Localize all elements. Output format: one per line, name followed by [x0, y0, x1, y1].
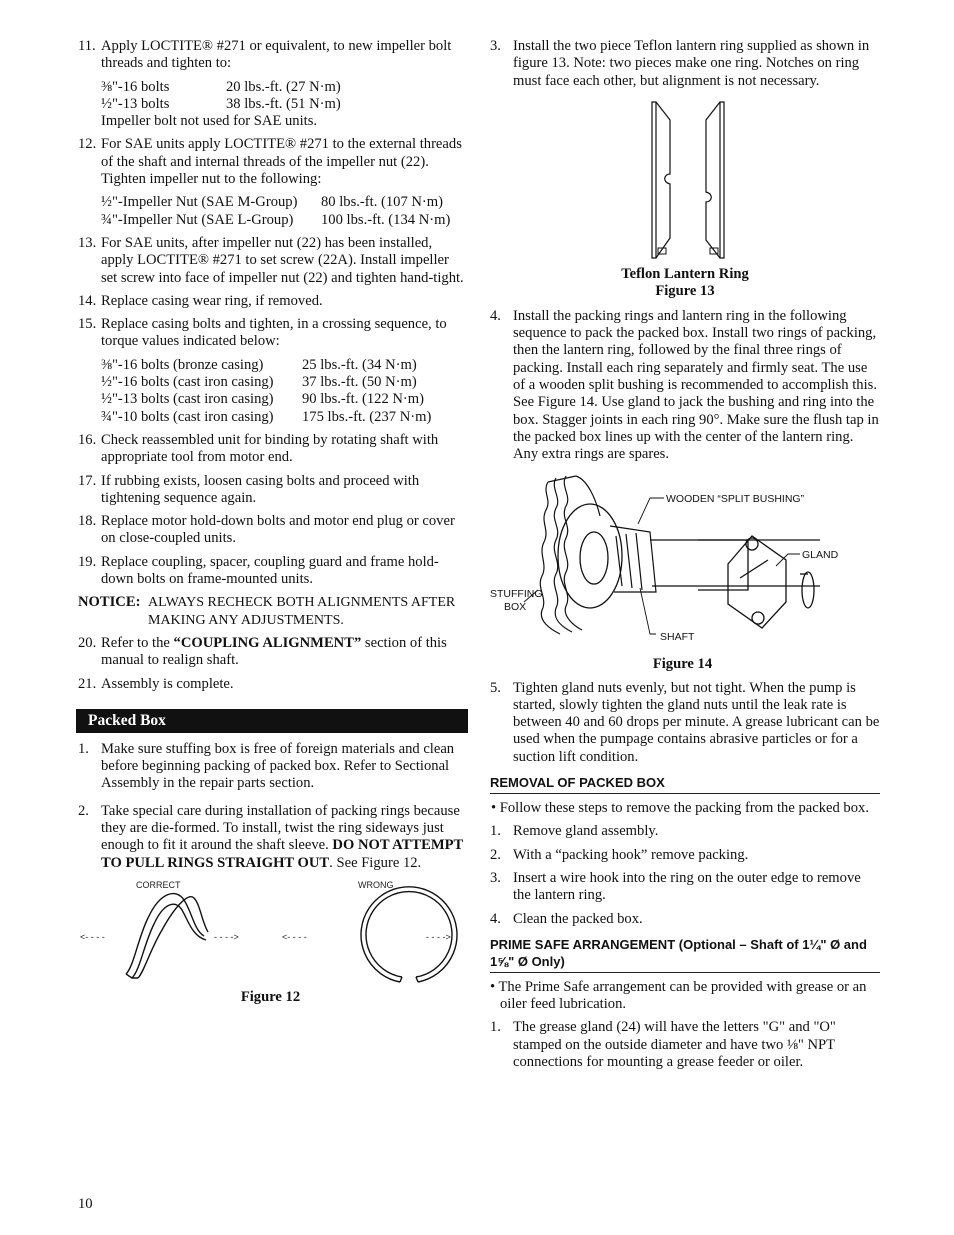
step-text: Apply LOCTITE® #271 or equivalent, to new impeller bolt threads and tighten to: [101, 38, 452, 72]
label-gland: GLAND [802, 548, 839, 561]
figure-14-caption: Figure 14 [652, 655, 713, 672]
step-text: Replace casing wear ring, if removed. [101, 292, 323, 309]
wrong-label: WRONG [358, 879, 394, 890]
step-text: The grease gland (24) will have the letters "G" and "O" stamped on the outside diameter and have two ⅛" NPT connections for mounting a grease feeder or oiler. [513, 1019, 836, 1071]
step-text: Tighten gland nuts evenly, but not tight. When the pump is started, slowly tighten the gland nuts until the leak rate is between 40 and 60 drops per minute. A grease lubricant can be used when the pumpage contains abrasive particles or for a suction lift condition. [513, 679, 880, 765]
step-text [101, 635, 468, 670]
arrow-left-wrong-icon: <- - - - [282, 931, 307, 942]
label-box: BOX [504, 600, 527, 613]
text-run: . See Figure 12. [329, 854, 422, 871]
step-number: 11. [78, 38, 96, 54]
step-text: Insert a wire hook into the ring on the outer edge to remove the lantern ring. [513, 869, 861, 904]
stuffing-box-icon [540, 476, 600, 634]
warning-text: DO NOT ATTEMPT TO PULL RINGS STRAIGHT OUT [101, 837, 463, 871]
torque-value: 25 lbs.-ft. (34 N·m) [302, 356, 417, 373]
step-text: Remove gland assembly. [513, 823, 659, 840]
notice-box [78, 594, 468, 629]
step-text: Replace coupling, spacer, coupling guard and frame hold-down bolts on frame-mounted units. [101, 553, 439, 588]
bolt-size: ⅜"-16 bolts [101, 78, 170, 95]
removal-heading: REMOVAL OF PACKED BOX [490, 774, 880, 794]
left-column [78, 38, 468, 1008]
step-note: Impeller bolt not used for SAE units. [101, 113, 318, 130]
step-number: 2. [78, 802, 89, 819]
removal-step [490, 870, 880, 905]
step-number: 12. [78, 136, 97, 153]
packed-step-4 [490, 308, 880, 464]
packing-installation-drawing [490, 470, 880, 652]
torque-value: 175 lbs.-ft. (237 N·m) [302, 408, 432, 425]
arrow-right-wrong-icon: - - - -> [426, 931, 451, 942]
torque-value: 38 lbs.-ft. (51 N·m) [226, 95, 341, 112]
prime-step-1 [490, 1019, 880, 1071]
bolt-size: ½"-13 bolts (cast iron casing) [101, 391, 274, 408]
step-12 [78, 136, 468, 228]
step-number: 13. [78, 234, 97, 251]
prime-bullet [490, 979, 880, 1014]
notice-text: ALWAYS RECHECK BOTH ALIGNMENTS AFTER MAKING ANY ADJUSTMENTS. [148, 595, 456, 628]
step-14 [78, 293, 468, 310]
step-number: 15. [78, 316, 97, 333]
packed-step-3 [490, 38, 880, 90]
step-number: 3. [490, 869, 501, 886]
label-shaft: SHAFT [660, 630, 695, 643]
figure-13-title: Teflon Lantern Ring [621, 265, 749, 282]
page-number: 10 [78, 1196, 93, 1212]
step-text: For SAE units, after impeller nut (22) has been installed, apply LOCTITE® #271 to set screw (22A). Install impeller set screw into face of impeller nut (22) and tighten hand-tight. [101, 234, 464, 286]
step-text: For SAE units apply LOCTITE® #271 to the external threads of the shaft and internal threads of the impeller nut (22). Tighten impeller nut to the following: [101, 136, 462, 188]
section-reference: “COUPLING ALIGNMENT” [173, 634, 362, 651]
step-number: 2. [490, 846, 501, 863]
step-number: 5. [490, 679, 501, 696]
packed-step-5 [490, 680, 880, 766]
bullet-text: • Follow these steps to remove the packing from the packed box. [491, 800, 869, 817]
step-number: 1. [78, 740, 89, 757]
figure-12 [78, 878, 468, 1008]
bullet-text: • The Prime Safe arrangement can be provided with grease or an oiler feed lubrication. [490, 978, 867, 1013]
step-number: 21. [78, 675, 97, 692]
step-text: Assembly is complete. [101, 675, 234, 692]
step-18 [78, 513, 468, 548]
bolt-size: ⅜"-16 bolts (bronze casing) [101, 356, 264, 373]
bolt-size: ½"-13 bolts [101, 95, 170, 112]
torque-value: 37 lbs.-ft. (50 N·m) [302, 374, 417, 391]
step-number: 14. [78, 292, 97, 309]
figure-13-caption: Figure 13 [655, 282, 715, 299]
arrow-left-correct-icon: <- - - - [80, 931, 105, 942]
torque-table [101, 79, 468, 114]
label-split-bushing: WOODEN “SPLIT BUSHING” [666, 492, 805, 505]
gland-icon [698, 536, 786, 628]
pointer-line-icon [640, 588, 656, 634]
right-column [490, 38, 880, 1077]
torque-value: 20 lbs.-ft. (27 N·m) [226, 78, 341, 95]
lantern-ring-drawing [490, 98, 880, 266]
nut-size: ¾"-Impeller Nut (SAE L-Group) [101, 211, 294, 228]
packed-step-2 [78, 803, 468, 872]
step-number: 4. [490, 307, 501, 324]
step-text: With a “packing hook” remove packing. [513, 846, 749, 863]
step-text: Clean the packed box. [513, 910, 643, 927]
step-text: Install the two piece Teflon lantern ring supplied as shown in figure 13. Note: two pieces make one ring. Notches on ring must face each other, but alignment is not necessary. [513, 38, 870, 89]
step-number: 19. [78, 553, 97, 570]
step-11 [78, 38, 468, 130]
step-number: 16. [78, 431, 97, 448]
pointer-line-icon [638, 498, 664, 524]
step-text: Check reassembled unit for binding by rotating shaft with appropriate tool from motor end. [101, 431, 439, 466]
step-number: 4. [490, 910, 501, 927]
step-text: Install the packing rings and lantern ring in the following sequence to pack the packed box. Install two rings of packing, then the lantern ring, followed by the final three rings of packing. Install each ring separately and firmly seat. The use of a wooden split bushing is recommended to accomplish this. See Figure 14. Use gland to jack the bushing and ring into the box. Stagger joints in each ring 90°. Make sure the flush tap in the packed box lines up with the center of the lantern ring. Any extra rings are spares. [513, 307, 879, 463]
notice-label: NOTICE: [78, 594, 141, 611]
packing-rings-icon [610, 526, 656, 592]
step-17 [78, 473, 468, 508]
label-stuffing: STUFFING [490, 587, 543, 600]
step-number: 20. [78, 634, 97, 651]
figure-14 [490, 470, 880, 680]
removal-bullet [490, 800, 880, 817]
step-number: 1. [490, 1019, 501, 1036]
torque-table [101, 194, 468, 229]
lantern-ring-icon [652, 102, 724, 258]
torque-value: 100 lbs.-ft. (134 N·m) [321, 211, 451, 228]
nut-size: ½"-Impeller Nut (SAE M-Group) [101, 194, 298, 211]
step-number: 17. [78, 472, 97, 489]
step-19 [78, 554, 468, 589]
figure-12-caption: Figure 12 [240, 988, 301, 1005]
step-text: Make sure stuffing box is free of foreign materials and clean before beginning packing of packed box. Refer to Sectional Assembly in the repair parts section. [101, 740, 455, 792]
step-20 [78, 635, 468, 670]
figure-12-drawing [78, 878, 468, 990]
step-number: 18. [78, 513, 97, 530]
torque-table [101, 357, 468, 426]
correct-label: CORRECT [136, 879, 181, 890]
step-16 [78, 432, 468, 467]
bolt-size: ½"-16 bolts (cast iron casing) [101, 374, 274, 391]
removal-step [490, 911, 880, 928]
text-run: section of this manual to realign shaft. [101, 634, 447, 669]
twisted-ring-icon [126, 893, 208, 977]
step-text: Replace casing bolts and tighten, in a crossing sequence, to torque values indicated below: [101, 316, 447, 350]
step-text: If rubbing exists, loosen casing bolts and proceed with tightening sequence again. [101, 472, 420, 506]
step-text [101, 803, 468, 872]
section-header-packed-box: Packed Box [76, 709, 468, 733]
step-21 [78, 676, 468, 693]
arrow-right-correct-icon: - - - -> [214, 931, 239, 942]
step-number: 3. [490, 38, 501, 54]
removal-step [490, 823, 880, 840]
figure-13 [490, 96, 880, 308]
packed-step-1 [78, 741, 468, 793]
prime-safe-heading: PRIME SAFE ARRANGEMENT (Optional – Shaft of 1¼" Ø and 1⅝" Ø Only) [490, 936, 880, 973]
torque-value: 90 lbs.-ft. (122 N·m) [302, 391, 425, 408]
text-run: Take special care during installation of packing rings because they are die-formed. To install, twist the ring sideways just enough to fit it around the shaft sleeve. [101, 802, 460, 854]
torque-value: 80 lbs.-ft. (107 N·m) [321, 194, 444, 211]
text-run: Refer to the [101, 634, 174, 651]
step-13 [78, 235, 468, 287]
shaft-icon [650, 540, 820, 608]
split-bushing-icon [558, 504, 622, 608]
step-text: Replace motor hold-down bolts and motor end plug or cover on close-coupled units. [101, 513, 455, 547]
step-number: 1. [490, 823, 501, 840]
step-15 [78, 316, 468, 426]
bolt-size: ¾"-10 bolts (cast iron casing) [101, 408, 274, 425]
removal-step [490, 847, 880, 864]
